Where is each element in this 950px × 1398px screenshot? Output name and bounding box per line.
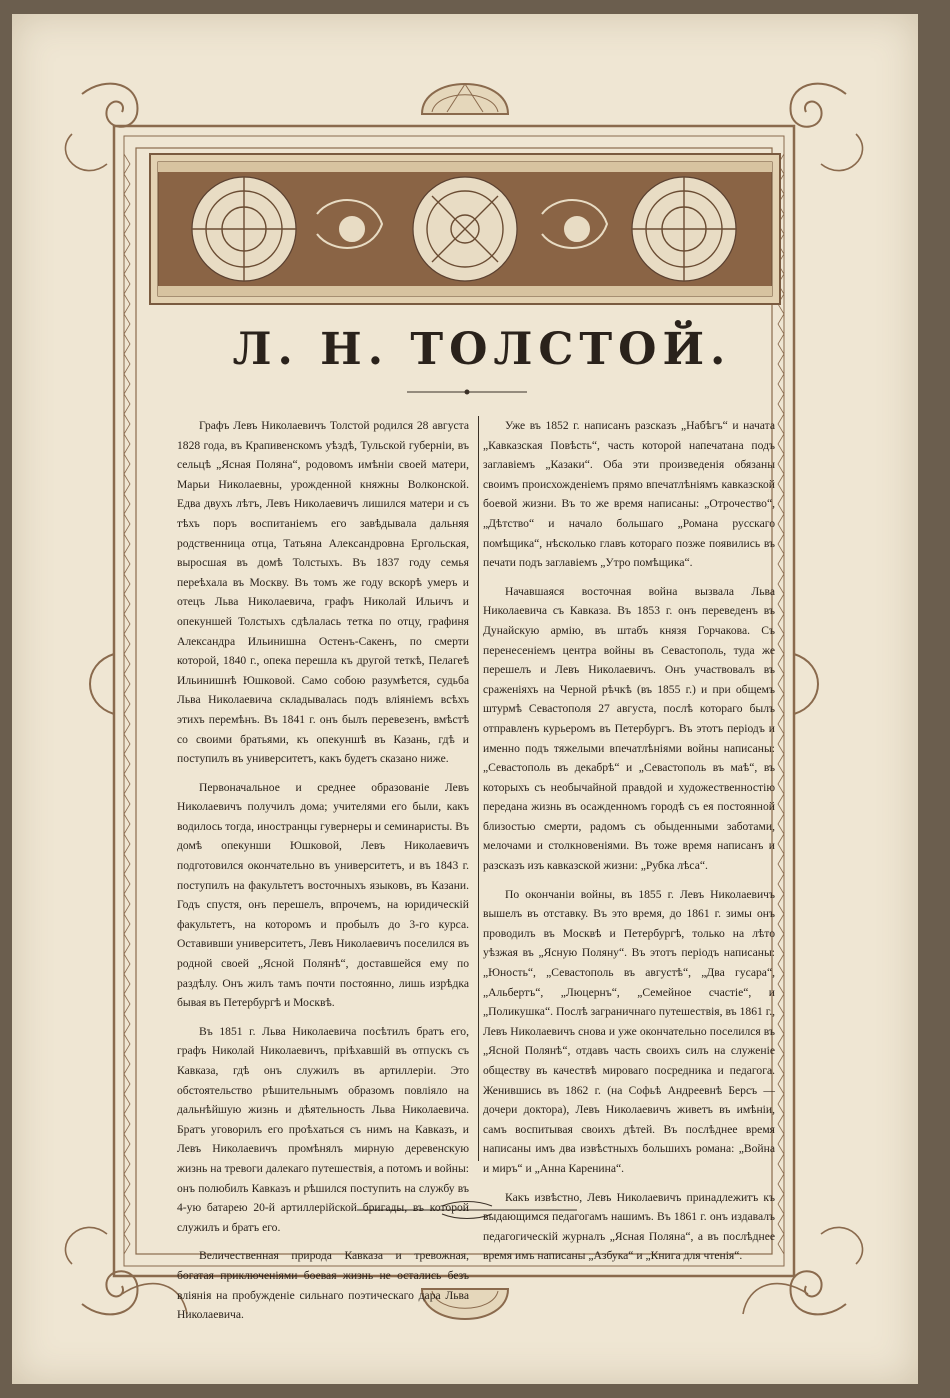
paragraph: Графъ Левъ Николаевичъ Толстой родился 28 августа 1828 года, въ Крапивенскомъ уѣздѣ, Тульской губерніи, въ сельцѣ „Ясная Поляна“, родовомъ имѣніи своей матери, Марьи Николаевны, урожденной княжны Волконской. Едва двухъ лѣтъ, Левъ Николаевичъ лишился матери и съ тѣхъ поръ воспитаніемъ его завѣдывала дальняя родственница отца, Татьяна Александровна Ергольская, выросшая въ домѣ Толстыхъ. Въ 1837 году семья переѣхала въ Москву. Въ томъ же году вскорѣ умеръ и отецъ Льва Николаевича, графъ Николай Ильичъ и опекуншей Толстыхъ сдѣлалась тетка по отцу, графиня Александра Ильинишна Остенъ-Сакенъ, по смерти которой, 1840 г., опека перешла къ другой теткѣ, Пелагеѣ Ильинишнѣ Юшковой. Само собою разумѣется, судьба Льва Николаевича складывалась подъ вліяніемъ всѣхъ этихъ перемѣнъ. Въ 1841 г. онъ былъ перевезенъ, вмѣстѣ со своими братьями, къ опекуншѣ въ Казань, гдѣ и поступилъ въ университетъ, какъ будетъ сказано ниже. (177, 419, 469, 766)
page-title: Л. Н. ТОЛСТОЙ. (232, 324, 732, 375)
paragraph: Уже въ 1852 г. написанъ разсказъ „Набѣгъ“ и начата „Кавказская Повѣсть“, часть которой напечатана подъ заглавіемъ „Казаки“. Оба эти произведенія обязаны своимъ происхожденіемъ прямо впечатлѣніямъ кавказской боевой жизни. Въ то же время написаны: „Отрочество“, „Дѣтство“ и начало большаго „Романа русскаго помѣщика“, нѣсколько главъ котораго позже появились въ печати подъ заглавіемъ „Утро помѣщика“. (483, 419, 775, 570)
paragraph: Начавшаяся восточная война вызвала Льва Николаевича съ Кавказа. Въ 1853 г. онъ переведенъ въ Дунайскую армію, въ штабъ князя Горчакова. Съ перенесеніемъ центра войны въ Севастополь, туда же перешелъ и Левъ Николаевичъ. Онъ участвовалъ въ сраженіяхъ на Черной рѣчкѣ (въ 1855 г.) и при общемъ штурмѣ Севастополя 27 августа, послѣ котораго былъ отправленъ курьеромъ въ Петербургъ. Въ этотъ періодъ и именно подъ тяжелыми впечатлѣніями войны написаны: „Севастополь въ декабрѣ“ и „Севастополь въ маѣ“, въ которыхъ съ необычайной правдой и художественностію передана жизнь въ осажденномъ городѣ съ ея постоянной близостью смерти, радомъ съ обыденными заботами, мелочами и столкновеніями. Въ тоже время написанъ и разсказъ изъ кавказской жизни: „Рубка лѣса“. (483, 584, 775, 873)
page (12, 14, 918, 1384)
right-text-column (483, 416, 775, 1275)
paragraph: Въ 1851 г. Льва Николаевича посѣтилъ братъ его, графъ Николай Николаевичъ, пріѣхавшій въ отпускъ съ Кавказа, гдѣ онъ служилъ въ артиллеріи. Это обстоятельство рѣшительнымъ образомъ повліяло на дальнѣйшую жизнь и дѣятельность Льва Николаевича. Братъ уговорилъ его проѣхаться съ нимъ на Кавказъ, и Левъ Николаевичъ промѣнялъ мирную деревенскую жизнь на тревоги далекаго путешествія, а потомъ и войны: онъ полюбилъ Кавказъ и рѣшился поступить на службу въ 4-ую батарею 20-й артиллерійской бригады, въ которой служилъ и братъ его. (177, 1024, 469, 1234)
paragraph: Какъ извѣстно, Левъ Николаевичъ принадлежитъ къ выдающимся педагогамъ нашимъ. Въ 1861 г. онъ издавалъ педагогическій журналъ „Ясная Поляна“, а въ послѣднее время имъ написаны „Азбука“ и „Книга для чтенія“. (483, 1190, 775, 1263)
column-divider (478, 416, 479, 1161)
paragraph: По окончаніи войны, въ 1855 г. Левъ Николаевичъ вышелъ въ отставку. Въ это время, до 1861 г. зимы онъ проводилъ въ Москвѣ и Петербургѣ, только на лѣто уѣзжая въ „Ясную Поляну“. Въ этотъ періодъ написаны: „Юность“, „Севастополь въ августѣ“, „Два гусара“, „Альбертъ“, „Люцернъ“, „Семейное счастіе“, и „Поликушка“. Послѣ заграничнаго путешествія, въ 1861 г., Левъ Николаевичъ снова и уже окончательно поселился въ „Ясной Полянѣ“, отдавъ часть своихъ силъ на служеніе обществу въ качествѣ мироваго посредника и педагога. Женившись въ 1862 г. (на Софьѣ Андреевнѣ Берсъ — дочери доктора), Левъ Николаевичъ живетъ въ имѣніи, самъ воспитывая своихъ дѣтей. Въ послѣднее время написаны имъ два извѣстныхъ большихъ романа: „Война и миръ“ и „Анна Каренина“. (483, 887, 775, 1175)
title-rule (407, 390, 527, 394)
left-text-column (177, 416, 469, 1334)
paragraph: Величественная природа Кавказа и тревожная, богатая приключеніями боевая жизнь не остались безъ вліянія на пробужденіе сильнаго поэтическаго дара Льва Николаевича. (177, 1249, 469, 1322)
headpiece-ornament (150, 154, 780, 304)
paragraph: Первоначальное и среднее образованіе Левъ Николаевичъ получилъ дома; учителями его были, какъ водилось тогда, иностранцы гувернеры и семинаристы. Въ домѣ опекунши Юшковой, Левъ Николаевичъ подготовился окончательно въ университетъ, и въ 1843 г. поступилъ на факультетъ восточныхъ языковъ, въ Казани. Годъ спустя, онъ перешелъ, впрочемъ, на юридическій факультетъ, на которомъ и пробылъ до 3-го курса. Оставивши университетъ, Левъ Николаевичъ поселился въ родной своей „Ясной Полянѣ“, доставшейся ему по раздѣлу. Онъ жилъ тамъ почти постоянно, лишь изрѣдка бывая въ Петербургѣ и Москвѣ. (177, 780, 469, 1010)
